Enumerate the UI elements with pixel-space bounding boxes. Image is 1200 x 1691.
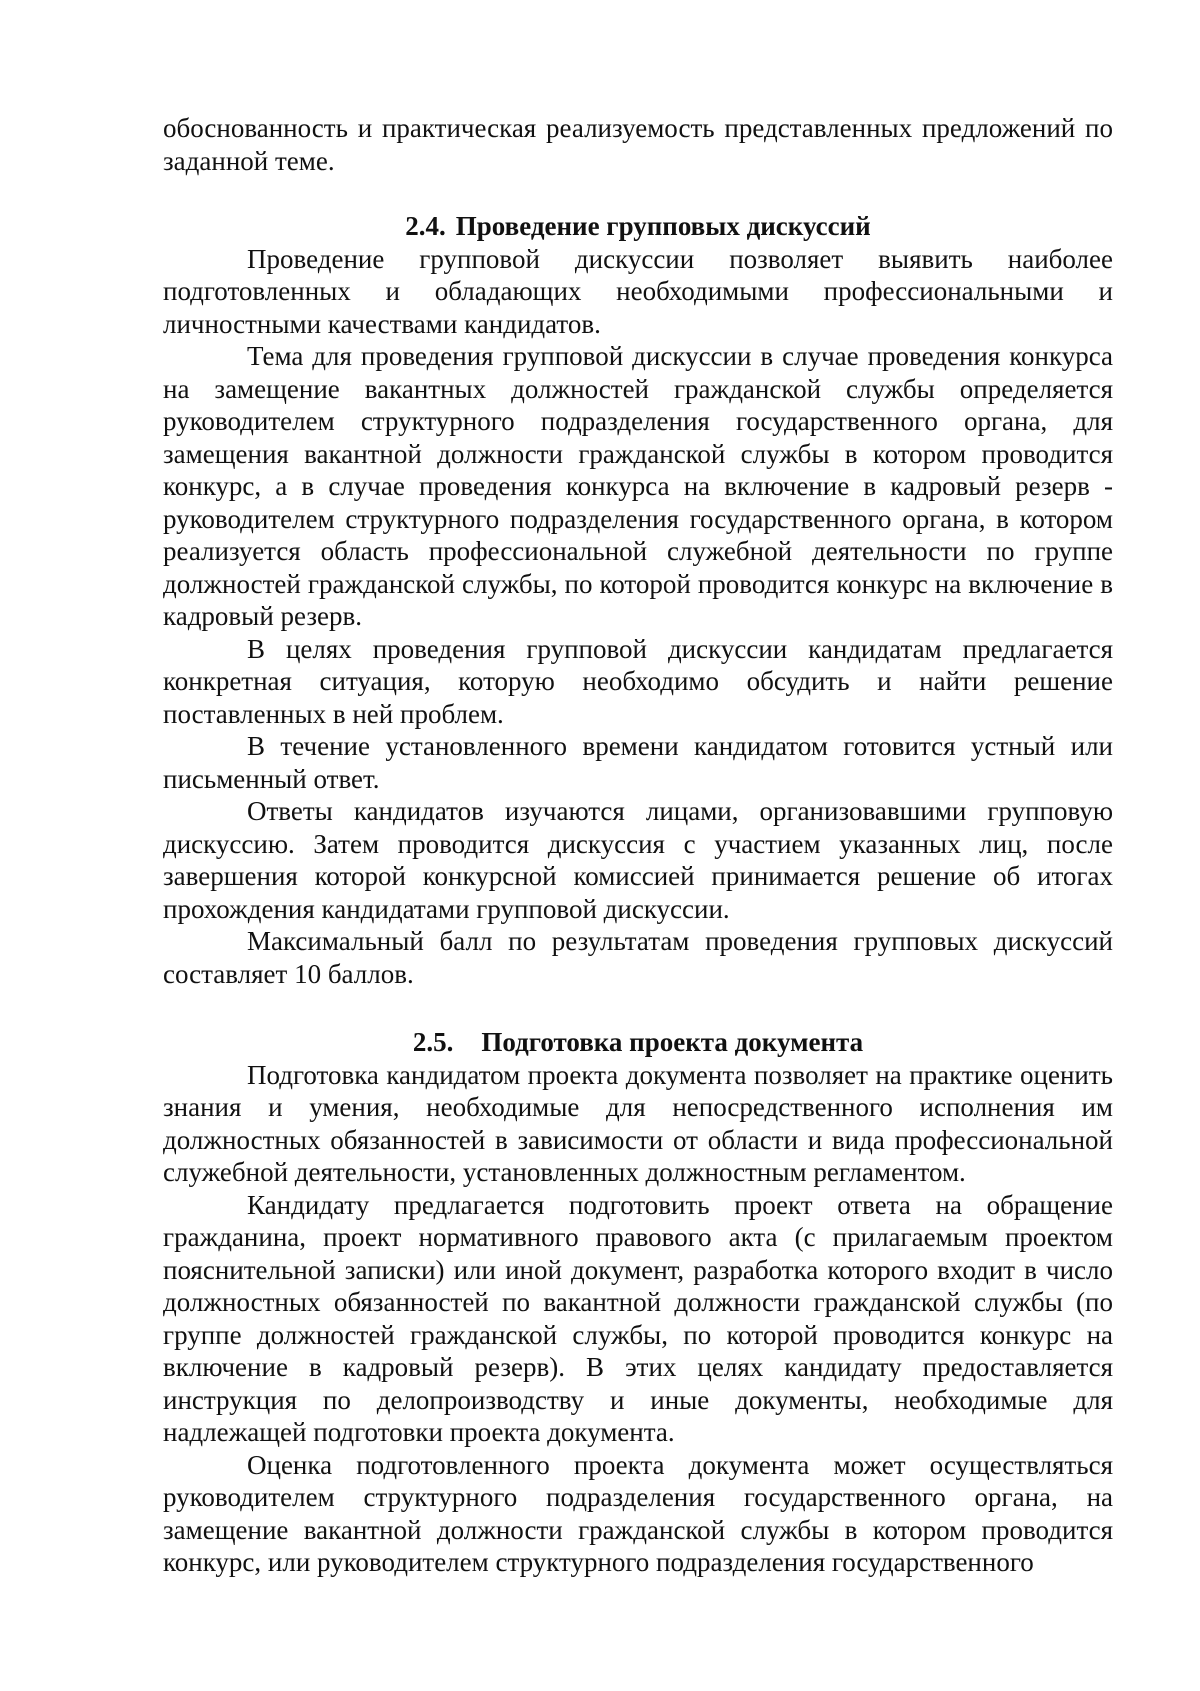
paragraph: Подготовка кандидатом проекта документа позволяет на практике оценить знания и умения, необходимые для непосредственного исполнения им должностных обязанностей в зависимости от области и вида профессиональной служебной деятельности, установленных должностным регламентом.	[163, 1059, 1113, 1187]
paragraph: Тема для проведения групповой дискуссии в случае проведения конкурса на замещение вакантных должностей гражданской службы определяется руководителем структурного подразделения государственного органа, для замещения вакантной должности гражданской службы в котором проводится конкурс, а в случае проведения конкурса на включение в кадровый резерв - руководителем структурного подразделения государственного органа, в котором реализуется область профессиональной служебной деятельности по группе должностей гражданской службы, по которой проводится конкурс на включение в кадровый резерв.	[163, 341, 1113, 631]
section-heading-2-5	[163, 1026, 1113, 1059]
section-title: Проведение групповых дискуссий	[455, 211, 871, 241]
paragraph: В целях проведения групповой дискуссии кандидатам предлагается конкретная ситуация, которую необходимо обсудить и найти решение поставленных в ней проблем.	[163, 633, 1113, 729]
section-number: 2.5.	[412, 1027, 454, 1057]
document-page	[163, 112, 1113, 1579]
section-heading-2-4	[163, 210, 1113, 243]
section-title: Подготовка проекта документа	[481, 1027, 864, 1057]
paragraph: Ответы кандидатов изучаются лицами, организовавшими групповую дискуссию. Затем проводится дискуссия с участием указанных лиц, после завершения которой конкурсной комиссией принимается решение об итогах прохождения кандидатами групповой дискуссии.	[163, 796, 1113, 924]
paragraph: Максимальный балл по результатам проведения групповых дискуссий составляет 10 баллов.	[163, 926, 1113, 989]
paragraph: Оценка подготовленного проекта документа может осуществляться руководителем структурного подразделения государственного органа, на замещение вакантной должности гражданской службы в котором проводится конкурс, или руководителем структурного подразделения государственного	[163, 1449, 1113, 1577]
paragraph: Кандидату предлагается подготовить проект ответа на обращение гражданина, проект нормативного правового акта (с прилагаемым проектом пояснительной записки) или иной документ, разработка которого входит в число должностных обязанностей по вакантной должности гражданской службы (по группе должностей гражданской службы, по которой проводится конкурс на включение в кадровый резерв). В этих целях кандидату предоставляется инструкция по делопроизводству и иные документы, необходимые для надлежащей подготовки проекта документа.	[163, 1189, 1113, 1447]
intro-paragraph: обоснованность и практическая реализуемость представленных предложений по заданной теме.	[163, 113, 1113, 176]
paragraph: В течение установленного времени кандидатом готовится устный или письменный ответ.	[163, 731, 1113, 794]
paragraph: Проведение групповой дискуссии позволяет выявить наиболее подготовленных и обладающих необходимыми профессиональными и личностными качествами кандидатов.	[163, 243, 1113, 339]
section-number: 2.4.	[405, 211, 446, 241]
